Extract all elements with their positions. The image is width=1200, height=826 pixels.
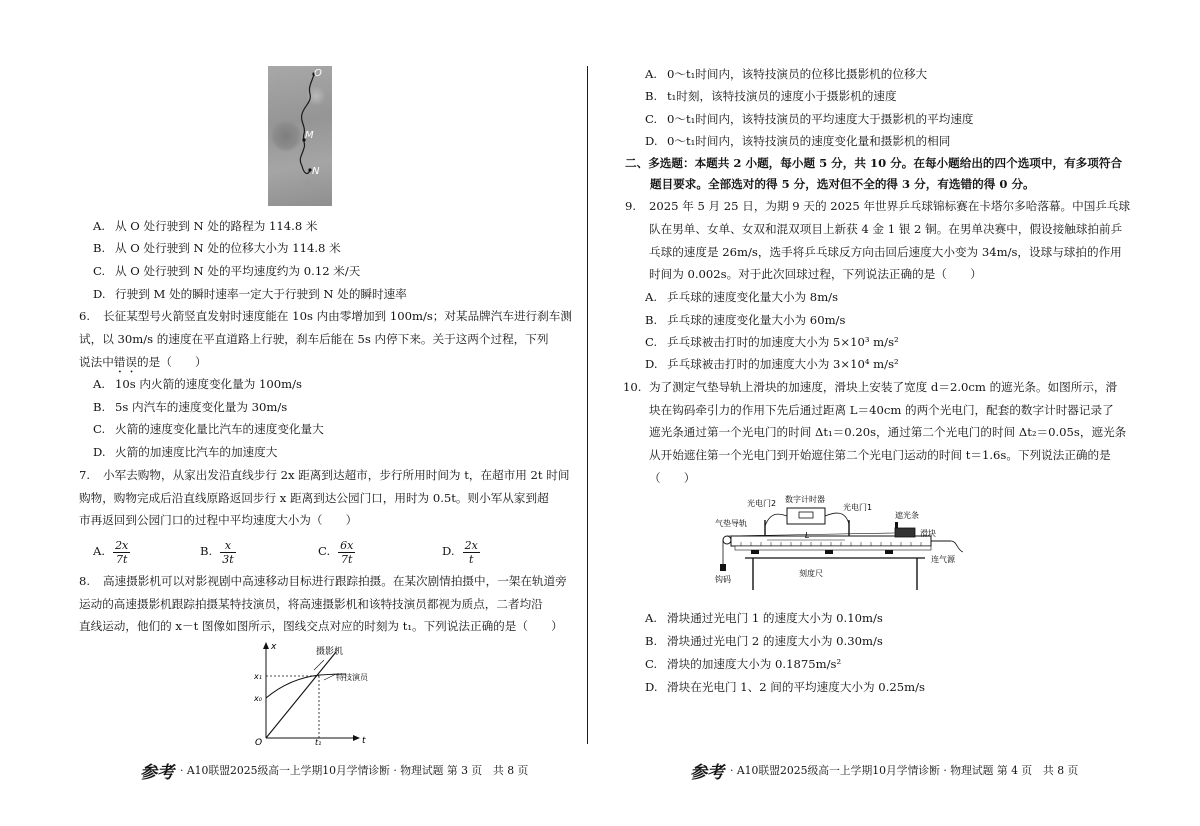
q10-stem-line-5: （ ） [649, 471, 696, 485]
q6-option-d: D. 火箭的加速度比汽车的加速度大 [93, 445, 278, 459]
q7-option-c: C. $\frac{6x}{7t}$ [318, 538, 354, 566]
q9-stem-line-4: 时间为 0.002s。对于此次回球过程，下列说法正确的是（ ） [649, 267, 982, 281]
q7-stem-line-1: 7. 小军去购物，从家出发沿直线步行 2x 距离到达超市，步行所用时间为 t，在超市用 2t 时间 [79, 468, 570, 482]
q7-option-b: B. $\frac{x}{3t}$ [200, 538, 234, 566]
q6-option-b: B. 5s 内汽车的速度变化量为 30m/s [93, 400, 288, 414]
q10-stem-line-1: 10. 为了测定气垫导轨上滑块的加速度，滑块上安装了宽度 d＝2.0cm 的遮光条。如图所示，滑 [623, 380, 1118, 394]
q9-option-b: B. 乒乓球的速度变化量大小为 60m/s [645, 313, 846, 327]
left-page [0, 0, 588, 826]
performer-label: 特技演员 [336, 673, 368, 682]
label-air-source: 连气源 [931, 555, 955, 564]
rover-path [268, 66, 332, 206]
right-page [590, 0, 1200, 826]
q8-option-a: A. 0～t₁时间内，该特技演员的位移比摄影机的位移大 [645, 67, 928, 81]
q10-air-track-diagram [715, 490, 975, 594]
q5-option-a: A. 从 O 处行驶到 N 处的路程为 114.8 米 [93, 219, 318, 233]
q10-stem-line-3: 遮光条通过第一个光电门的时间 Δt₁＝0.20s，通过第二个光电门的时间 Δt₂＝0.05s，遮光条 [649, 425, 1127, 439]
label-weight: 钩码 [715, 575, 731, 584]
performer-curve [266, 674, 346, 698]
q9-option-c: C. 乒乓球被击打时的加速度大小为 5×10³ m/s² [645, 335, 899, 349]
q8-xt-graph [250, 640, 390, 746]
camera-label: 摄影机 [316, 647, 344, 657]
q5-option-d: D. 行驶到 M 处的瞬时速率一定大于行驶到 N 处的瞬时速率 [93, 287, 407, 301]
q5-option-b: B. 从 O 处行驶到 N 处的位移大小为 114.8 米 [93, 241, 341, 255]
q8-stem-line-2: 运动的高速摄影机跟踪拍摄某特技演员，将高速摄影机和该特技演员都视为质点，二者均沿 [79, 597, 543, 611]
footer-logo-right: 参考 [690, 763, 724, 783]
q10-stem-line-4: 从开始遮住第一个光电门到开始遮住第二个光电门运动的时间 t＝1.6s。下列说法正确的是 [649, 448, 1111, 462]
label-timer: 数字计时器 [785, 495, 825, 504]
label-m: M [305, 130, 314, 141]
label-slider: 滑块 [920, 529, 936, 538]
emphasis-mark: 错误 [113, 355, 137, 369]
q6-option-c: C. 火箭的速度变化量比汽车的速度变化量大 [93, 422, 324, 436]
q9-stem-line-1: 9. 2025 年 5 月 25 日，为期 9 天的 2025 年世界乒乓球锦标赛在卡塔尔多哈落幕。中国乒乓球 [625, 199, 1131, 213]
label-gate1: 光电门1 [843, 503, 873, 512]
footer-logo-left: 参考 [140, 763, 174, 783]
digital-timer [787, 508, 825, 524]
label-n: N [312, 166, 320, 177]
q10-option-b: B. 滑块通过光电门 2 的速度大小为 0.30m/s [645, 634, 883, 648]
footer-text-left: · A10联盟2025级高一上学期10月学情诊断 · 物理试题 第 3 页 共 8 页 [180, 764, 529, 777]
t1-label: t₁ [315, 738, 322, 746]
slider-block [895, 528, 915, 537]
x0-label: x₀ [254, 694, 262, 703]
x-axis-label: t [362, 736, 366, 746]
q7-option-d: D. $\frac{2x}{t}$ [442, 538, 478, 566]
q9-option-d: D. 乒乓球被击打时的加速度大小为 3×10⁴ m/s² [645, 357, 899, 371]
shading-strip [895, 522, 898, 528]
q8-option-d: D. 0～t₁时间内，该特技演员的速度变化量和摄影机的相同 [645, 134, 951, 148]
origin-label: O [255, 738, 263, 746]
q9-stem-line-3: 乓球的速度是 26m/s，选手将乒乓球反方向击回后速度大小变为 34m/s，设球与球拍的作用 [649, 245, 1122, 259]
q8-option-b: B. t₁时刻，该特技演员的速度小于摄影机的速度 [645, 89, 897, 103]
q10-option-d: D. 滑块在光电门 1、2 间的平均速度大小为 0.25m/s [645, 680, 925, 694]
section-2-heading-line-1: 二、多选题：本题共 2 小题，每小题 5 分，共 10 分。在每小题给出的四个选项中，有多项符合 [625, 156, 1123, 170]
x1-label: x₁ [254, 672, 262, 681]
label-o: O [314, 68, 322, 79]
q7-stem-line-3: 市再返回到公园门口的过程中平均速度大小为（ ） [79, 513, 358, 527]
mars-rover-route-image [268, 66, 332, 206]
q6-stem-line-3: 说法中错误的是（ ） [79, 355, 207, 369]
page-divider [587, 66, 588, 744]
q8-option-c: C. 0～t₁时间内，该特技演员的平均速度大于摄影机的平均速度 [645, 112, 974, 126]
q6-stem-line-1: 6. 长征某型号火箭竖直发射时速度能在 10s 内由零增加到 100m/s；对某品牌汽车进行刹车测 [79, 309, 572, 323]
q6-stem-line-2: 试，以 30m/s 的速度在平直道路上行驶，刹车后能在 5s 内停下来。关于这两个过程，下列 [79, 332, 549, 346]
label-strip: 遮光条 [895, 511, 919, 520]
q9-option-a: A. 乒乓球的速度变化量大小为 8m/s [645, 290, 839, 304]
q8-stem-line-1: 8. 高速摄影机可以对影视剧中高速移动目标进行跟踪拍摄。在某次剧情拍摄中，一架在轨道旁 [79, 574, 567, 588]
label-track: 气垫导轨 [715, 519, 747, 528]
q10-option-c: C. 滑块的加速度大小为 0.1875m/s² [645, 657, 842, 671]
y-axis-label: x [271, 642, 277, 652]
label-ruler: 刻度尺 [799, 569, 823, 578]
label-gate2: 光电门2 [747, 499, 777, 508]
q9-stem-line-2: 队在男单、女单、女双和混双项目上新获 4 金 1 银 2 铜。在男单决赛中，假设接触球拍前乒 [649, 222, 1123, 236]
camera-line [266, 652, 336, 738]
hook-weight [720, 564, 726, 571]
q6-option-a: A. 10s 内火箭的速度变化量为 100m/s [93, 377, 302, 391]
section-2-heading-line-2: 题目要求。全部选对的得 5 分，选对但不全的得 3 分，有选错的得 0 分。 [650, 177, 1035, 191]
q10-stem-line-2: 块在钩码牵引力的作用下先后通过距离 L＝40cm 的两个光电门，配套的数字计时器记录了 [649, 403, 1114, 417]
label-distance-l: L [805, 531, 810, 540]
footer-text-right: · A10联盟2025级高一上学期10月学情诊断 · 物理试题 第 4 页 共 8 页 [730, 764, 1079, 777]
q10-option-a: A. 滑块通过光电门 1 的速度大小为 0.10m/s [645, 611, 883, 625]
q5-option-c: C. 从 O 处行驶到 N 处的平均速度约为 0.12 米/天 [93, 264, 361, 278]
q7-stem-line-2: 购物，购物完成后沿直线原路返回步行 x 距离到达公园门口，用时为 0.5t。则小军从家到超 [79, 491, 549, 505]
q7-option-a: A. $\frac{2x}{7t}$ [93, 538, 129, 566]
q8-stem-line-3: 直线运动，他们的 x－t 图像如图所示，图线交点对应的时刻为 t₁。下列说法正确的是（ ） [79, 619, 563, 633]
